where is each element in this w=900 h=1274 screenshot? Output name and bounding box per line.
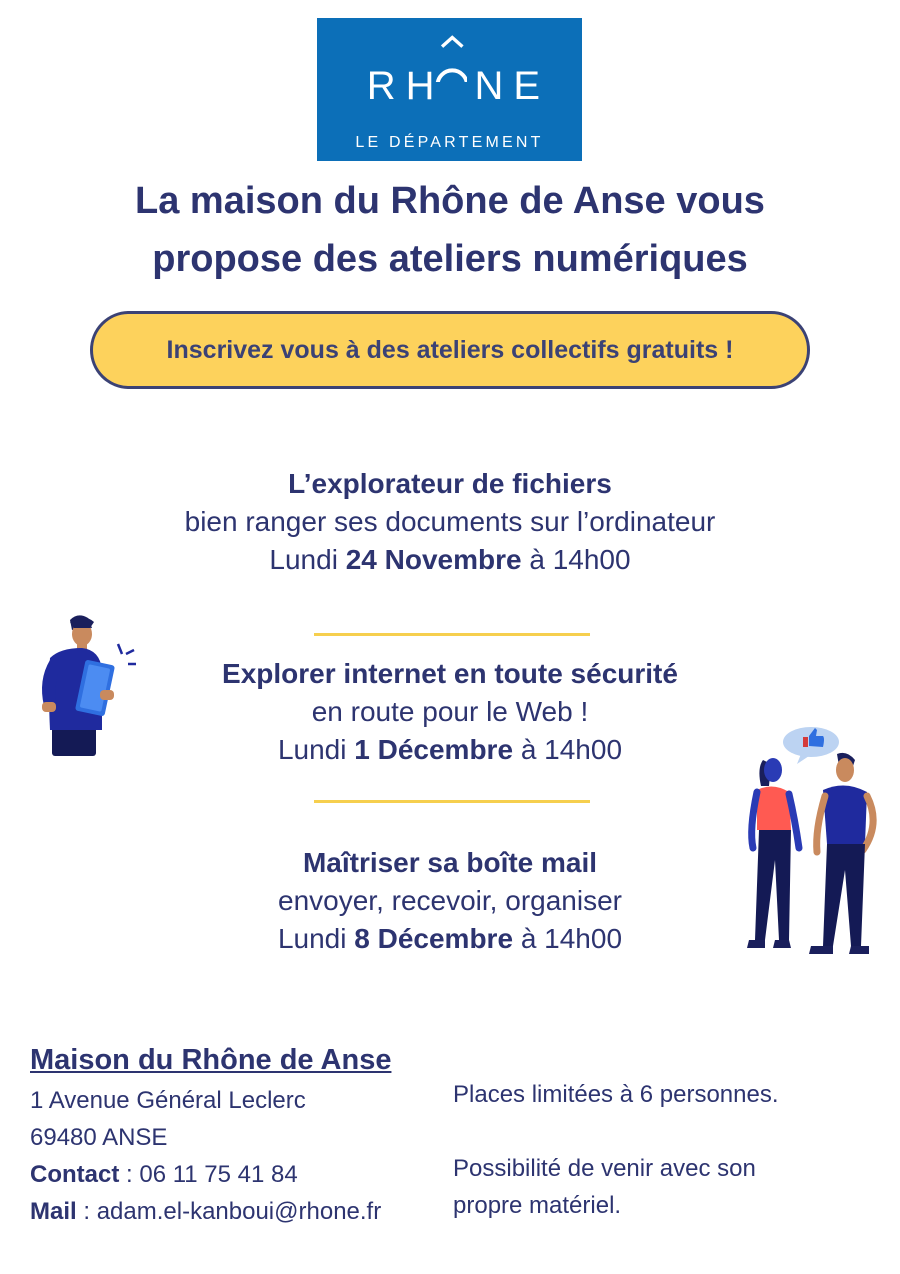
workshop-date: 8 Décembre — [354, 923, 514, 954]
contact-phone: : 06 11 75 41 84 — [119, 1161, 298, 1188]
workshop-day: Lundi — [269, 544, 338, 575]
contact-line — [30, 1156, 450, 1193]
workshop-title: L’explorateur de fichiers — [288, 468, 612, 499]
city: 69480 ANSE — [30, 1124, 168, 1151]
equipment-text: Possibilité de venir avec son propre matériel. — [453, 1155, 756, 1219]
free-workshops-banner — [90, 311, 810, 389]
title-line-2: propose des ateliers numériques — [152, 238, 748, 280]
rhone-logo — [317, 18, 582, 161]
mail-address[interactable]: : adam.el-kanboui@rhone.fr — [76, 1198, 382, 1225]
workshop-1 — [0, 465, 900, 579]
workshop-title: Explorer internet en toute sécurité — [222, 658, 678, 689]
contact-label: Contact — [30, 1161, 120, 1188]
mail-label: Mail — [30, 1198, 77, 1225]
two-people-talking-icon — [735, 720, 885, 960]
place-name: Maison du Rhône de Anse — [30, 1044, 392, 1076]
workshop-subtitle: envoyer, recevoir, organiser — [278, 885, 622, 916]
workshop-day: Lundi — [277, 923, 347, 954]
divider — [314, 633, 590, 636]
logo-subtitle: LE DÉPARTEMENT — [355, 134, 544, 151]
info-block — [453, 1076, 873, 1261]
page-title — [0, 172, 900, 288]
address-block — [30, 1040, 450, 1230]
workshop-subtitle: bien ranger ses documents sur l’ordinateur — [184, 506, 716, 537]
workshop-day: Lundi — [277, 734, 347, 765]
places-limit-text: Places limitées à 6 personnes. — [453, 1081, 779, 1108]
mail-line — [30, 1193, 450, 1230]
banner-text: Inscrivez vous à des ateliers collectifs gratuits ! — [166, 335, 734, 364]
person-with-tablet-icon — [30, 610, 140, 760]
divider — [314, 800, 590, 803]
workshop-subtitle: en route pour le Web ! — [311, 696, 589, 727]
workshop-date: 1 Décembre — [354, 734, 514, 765]
workshop-time: à 14h00 — [520, 734, 623, 765]
street: 1 Avenue Général Leclerc — [30, 1087, 306, 1114]
logo-name: RH NE — [366, 64, 551, 108]
workshop-time: à 14h00 — [529, 544, 631, 575]
workshop-time: à 14h00 — [520, 923, 623, 954]
workshop-date: 24 Novembre — [345, 544, 522, 575]
workshop-title: Maîtriser sa boîte mail — [302, 847, 598, 878]
title-line-1: La maison du Rhône de Anse vous — [135, 180, 765, 222]
workshop-date-line — [0, 541, 900, 579]
